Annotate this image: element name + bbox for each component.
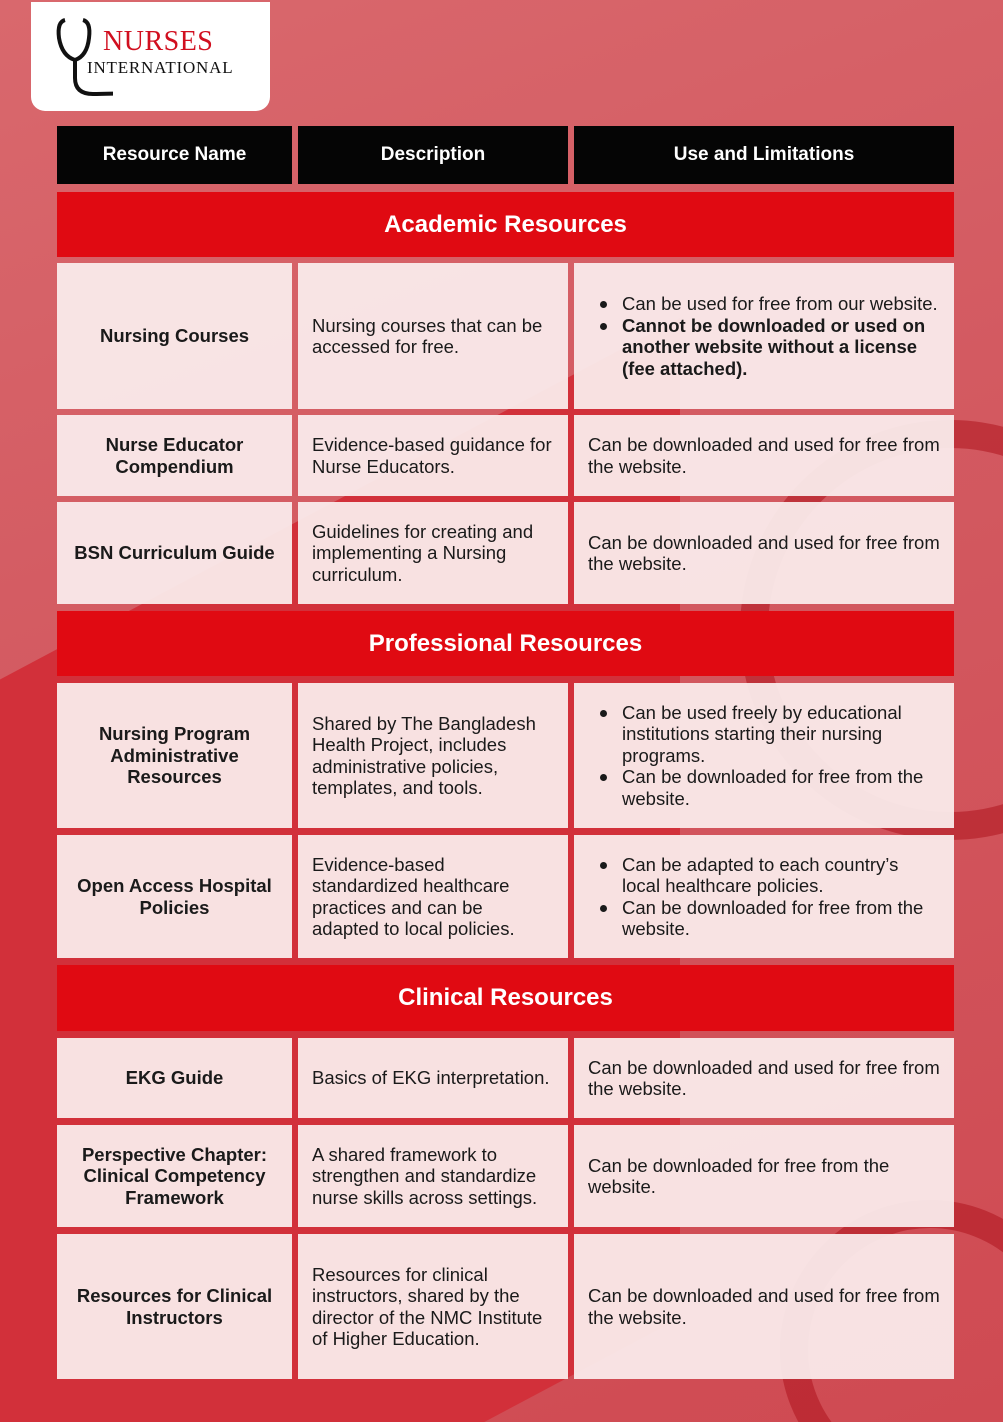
resource-name: BSN Curriculum Guide <box>57 502 292 604</box>
header-description: Description <box>298 126 568 184</box>
use-bullet: Can be downloaded for free from the website. <box>588 766 940 809</box>
section-academic: Academic Resources <box>57 192 954 257</box>
table-row <box>57 1125 954 1227</box>
resource-use <box>574 683 954 828</box>
table-row <box>57 1234 954 1379</box>
resource-description: A shared framework to strengthen and standardize nurse skills across settings. <box>298 1125 568 1227</box>
resource-description: Evidence-based standardized healthcare practices and can be adapted to local policies. <box>298 835 568 958</box>
logo-text-international: INTERNATIONAL <box>87 58 234 77</box>
resource-description: Nursing courses that can be accessed for free. <box>298 263 568 409</box>
table-row <box>57 683 954 828</box>
resource-description: Basics of EKG interpretation. <box>298 1038 568 1118</box>
table-row <box>57 415 954 496</box>
table-row <box>57 835 954 958</box>
section-clinical: Clinical Resources <box>57 965 954 1031</box>
use-bullet: Can be adapted to each country’s local healthcare policies. <box>588 854 940 897</box>
use-bullet: Can be used freely by educational institutions starting their nursing programs. <box>588 702 940 767</box>
resource-description: Guidelines for creating and implementing a Nursing curriculum. <box>298 502 568 604</box>
resource-name: EKG Guide <box>57 1038 292 1118</box>
use-bullet: Cannot be downloaded or used on another website without a license (fee attached). <box>588 315 940 380</box>
resource-name: Nursing Program Administrative Resources <box>57 683 292 828</box>
table-row <box>57 502 954 604</box>
resource-use <box>574 835 954 958</box>
use-bullet: Can be used for free from our website. <box>588 293 940 315</box>
use-bullet: Can be downloaded for free from the website. <box>588 897 940 940</box>
resource-use: Can be downloaded and used for free from the website. <box>574 415 954 496</box>
table-header <box>57 126 954 184</box>
resource-name: Nurse Educator Compendium <box>57 415 292 496</box>
resource-description: Evidence-based guidance for Nurse Educators. <box>298 415 568 496</box>
resource-name: Perspective Chapter: Clinical Competency Framework <box>57 1125 292 1227</box>
resource-use: Can be downloaded and used for free from the website. <box>574 1038 954 1118</box>
resource-description: Shared by The Bangladesh Health Project, includes administrative policies, templates, and tools. <box>298 683 568 828</box>
resource-use: Can be downloaded and used for free from the website. <box>574 502 954 604</box>
resource-name: Nursing Courses <box>57 263 292 409</box>
logo-text-nurses: NURSES <box>103 26 214 57</box>
resource-description: Resources for clinical instructors, shared by the director of the NMC Institute of Higher Education. <box>298 1234 568 1379</box>
header-use-limitations: Use and Limitations <box>574 126 954 184</box>
resource-use: Can be downloaded for free from the website. <box>574 1125 954 1227</box>
resource-name: Resources for Clinical Instructors <box>57 1234 292 1379</box>
table-row <box>57 263 954 409</box>
table-row <box>57 1038 954 1118</box>
resource-use <box>574 263 954 409</box>
header-resource-name: Resource Name <box>57 126 292 184</box>
logo <box>31 2 270 111</box>
resource-use: Can be downloaded and used for free from the website. <box>574 1234 954 1379</box>
resource-name: Open Access Hospital Policies <box>57 835 292 958</box>
section-professional: Professional Resources <box>57 611 954 676</box>
